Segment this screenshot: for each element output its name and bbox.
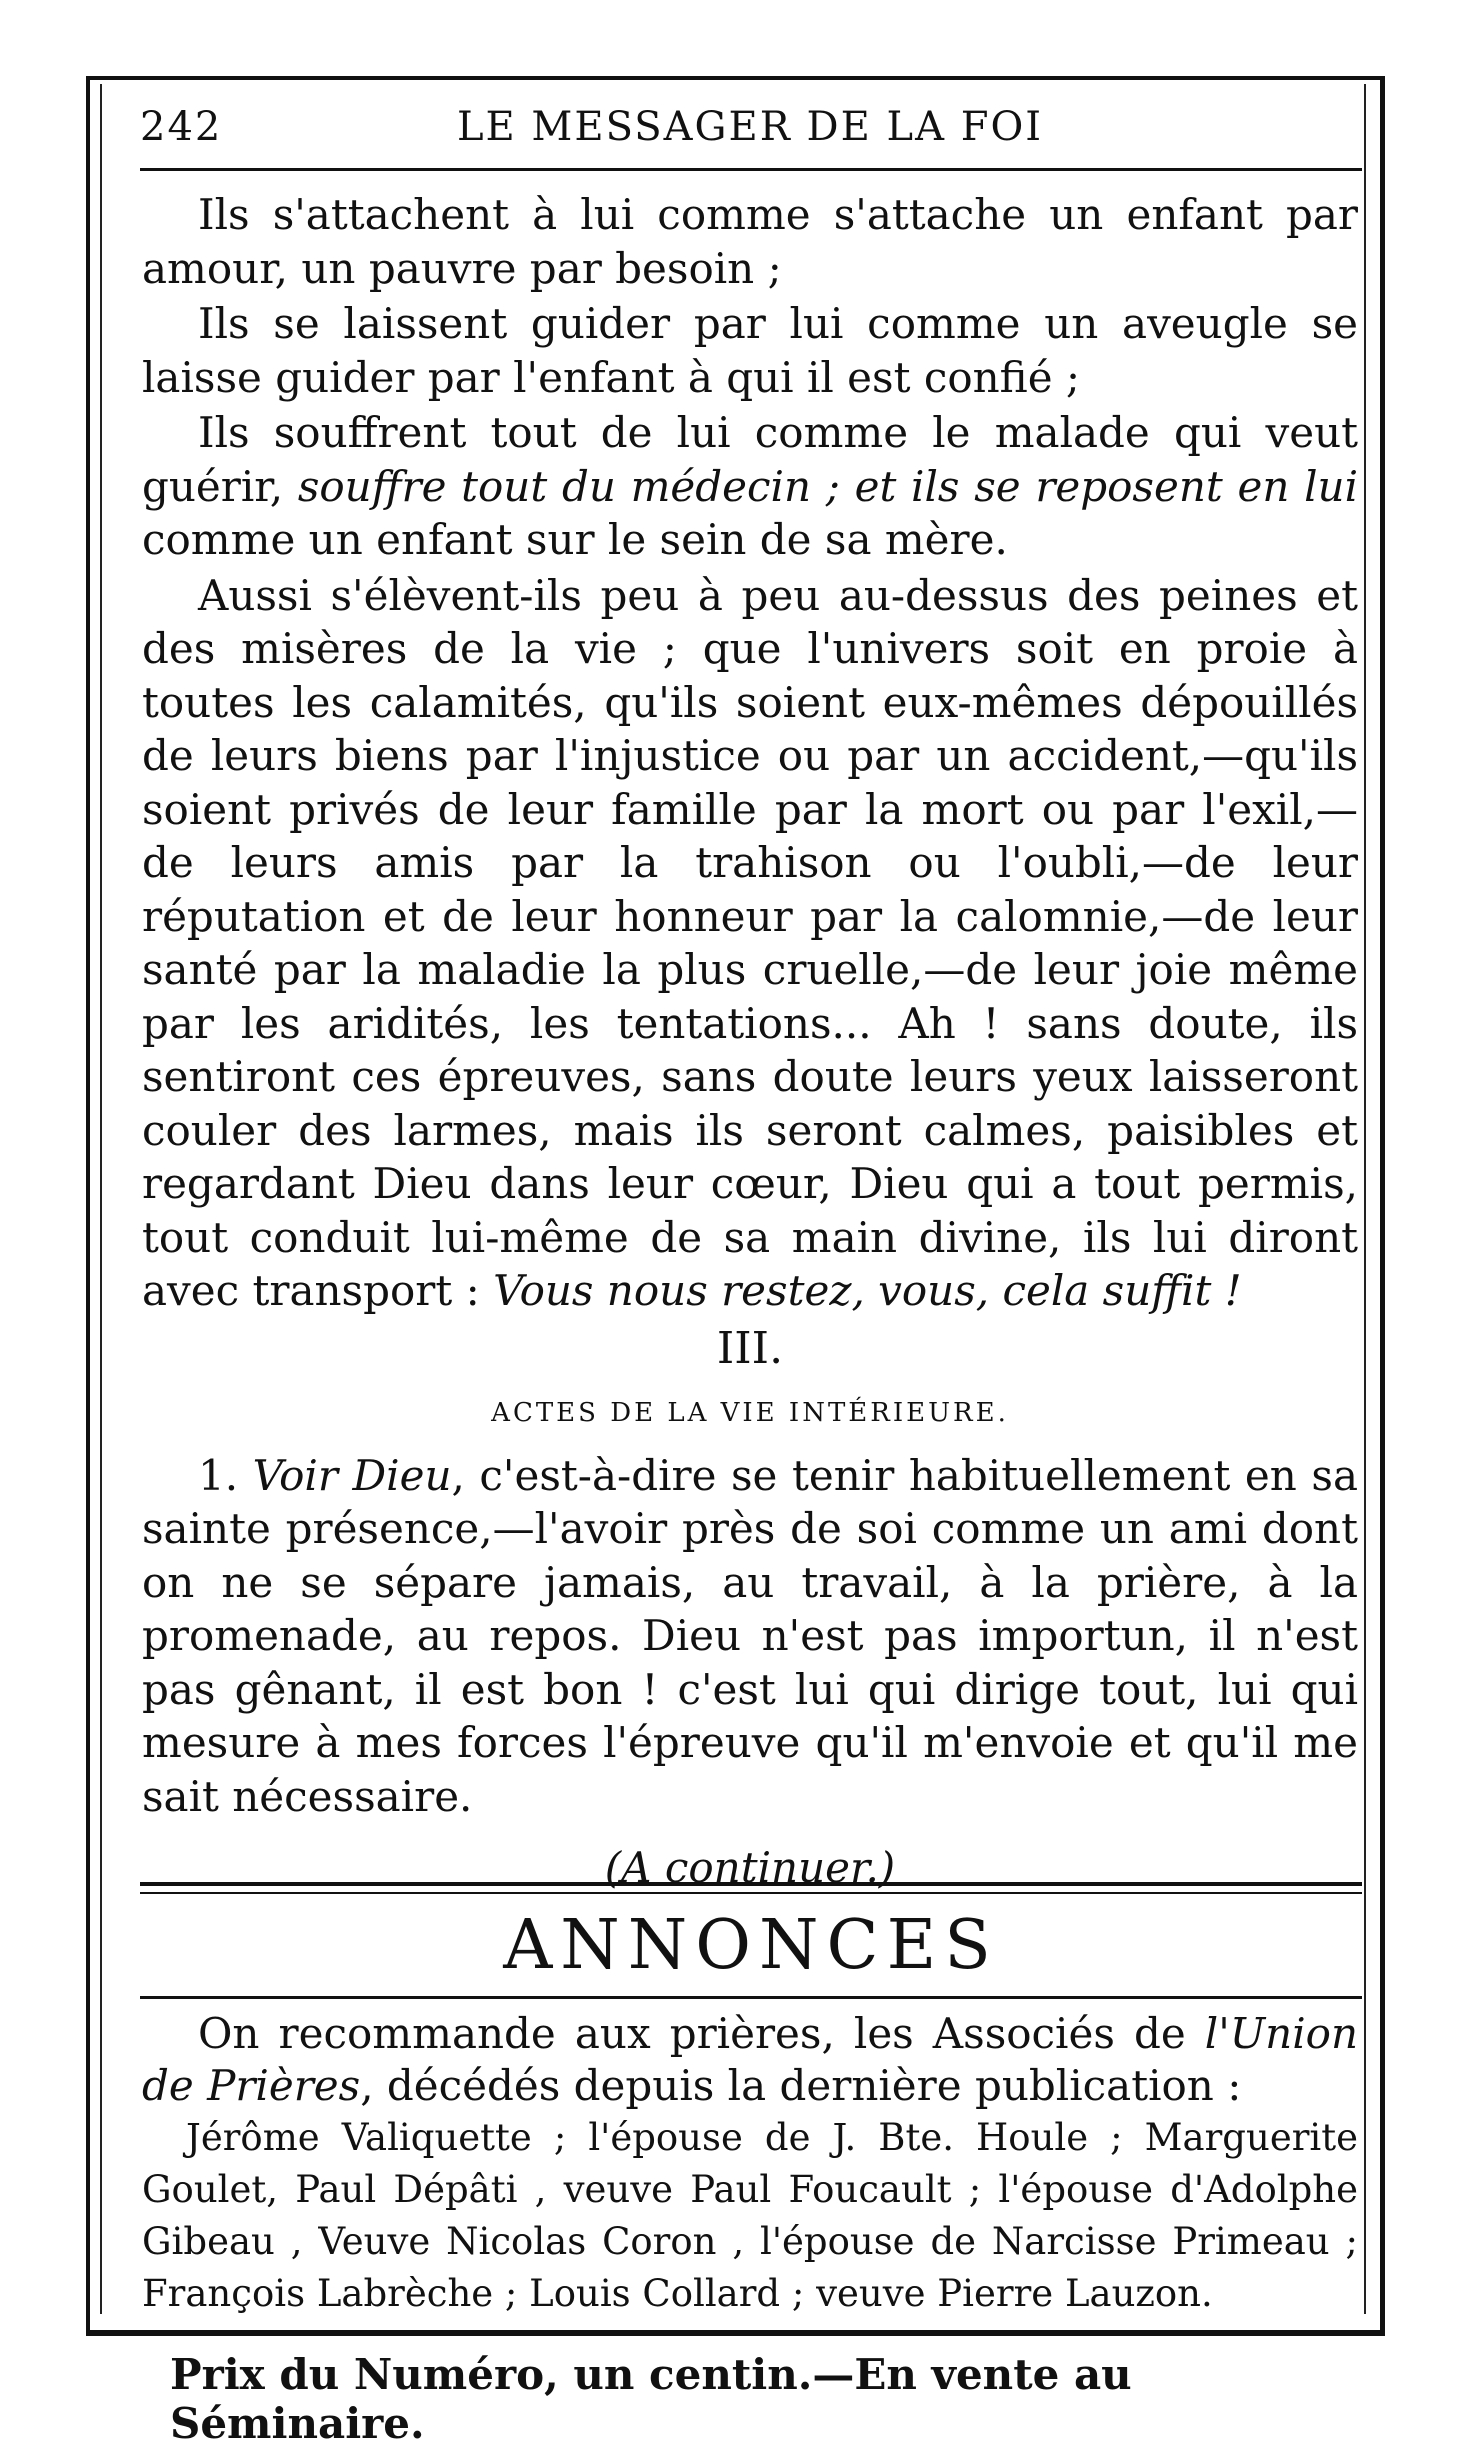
journal-title: LE MESSAGER DE LA FOI	[456, 104, 1044, 150]
item-number: 1.	[198, 1450, 253, 1500]
notices-heading: ANNONCES	[503, 1906, 999, 1985]
notices-intro	[142, 2008, 1358, 2112]
notices-intro-text: , décédés depuis la dernière publication :	[360, 2061, 1242, 2110]
to-be-continued: (A continuer.)	[604, 1843, 896, 1892]
paragraph	[142, 569, 1358, 1318]
paragraph-italic: Vous nous restez, vous, cela suffit !	[493, 1266, 1242, 1315]
running-head	[140, 100, 1360, 154]
section-title: ACTES DE LA VIE INTÉRIEURE.	[491, 1398, 1009, 1428]
article-body	[142, 188, 1358, 1895]
paragraph-text: Aussi s'élèvent-ils peu à peu au-dessus des peines et des misères de la vie ; que l'univers soit en proie à toutes les calamités, qu'ils soient eux-mêmes dépouillés de leurs biens par l'injustice ou par un accident,—qu'ils soient privés de leur famille par la mort ou par l'exil,—de leurs amis par la trahison ou l'oubli,—de leur réputation et de leur honneur par la calomnie,—de leur santé par la maladie la plus cruelle,—de leur joie même par les aridités, les tentations... Ah ! sans doute, ils sentiront ces épreuves, sans doute leurs yeux laisseront couler des larmes, mais ils seront calmes, paisibles et regardant Dieu dans leur cœur, Dieu qui a tout permis, tout conduit lui-même de sa main divine, ils lui diront avec transport :	[142, 570, 1358, 1315]
paragraph	[142, 1449, 1358, 1824]
paragraph-italic: souffre tout du médecin ; et ils se reposent en lui	[297, 461, 1359, 511]
paragraph: Ils se laissent guider par lui comme un aveugle se laisse guider par l'enfant à qui il est confié ;	[142, 299, 1358, 402]
section-rule-thin	[140, 1892, 1362, 1894]
section-rule-thick	[140, 1882, 1362, 1886]
paragraph-text: , c'est-à-dire se tenir habituellement en sa sainte présence,—l'avoir près de soi comme un ami dont on ne se sépare jamais, au travail, à la prière, à la promenade, au repos. Dieu n'est pas importun, il n'est pas gênant, il est bon ! c'est lui qui dirige tout, lui qui mesure à mes forces l'épreuve qu'il m'envoie et qu'il me sait nécessaire.	[142, 1450, 1358, 1821]
notices-rule	[140, 1996, 1362, 1999]
paragraph: Ils s'attachent à lui comme s'attache un enfant par amour, un pauvre par besoin ;	[142, 190, 1358, 293]
notices-intro-text: On recommande aux prières, les Associés de	[198, 2009, 1205, 2058]
notices-body	[142, 2008, 1358, 2320]
paragraph-text: comme un enfant sur le sein de sa mère.	[142, 515, 1008, 564]
notices-intro-italic: l'Union de Prières	[142, 2009, 1358, 2110]
price-line: Prix du Numéro, un centin.—En vente au Séminaire.	[170, 2350, 1132, 2448]
paragraph-text: Ils souffrent tout de lui comme le malade qui veut guérir,	[142, 408, 1358, 511]
section-numeral: III.	[716, 1322, 784, 1374]
paragraph-italic: Voir Dieu	[252, 1450, 452, 1500]
paragraph	[142, 406, 1358, 567]
deceased-names: Jérôme Valiquette ; l'épouse de J. Bte. Houle ; Marguerite Goulet, Paul Dépâti , veuve Paul Foucault ; l'épouse d'Adolphe Gibeau , Veuve Nicolas Coron , l'épouse de Narcisse Primeau ; François Labrèche ; Louis Collard ; veuve Pierre Lauzon.	[142, 2116, 1358, 2315]
page-number: 242	[140, 104, 223, 150]
header-rule	[140, 168, 1362, 171]
